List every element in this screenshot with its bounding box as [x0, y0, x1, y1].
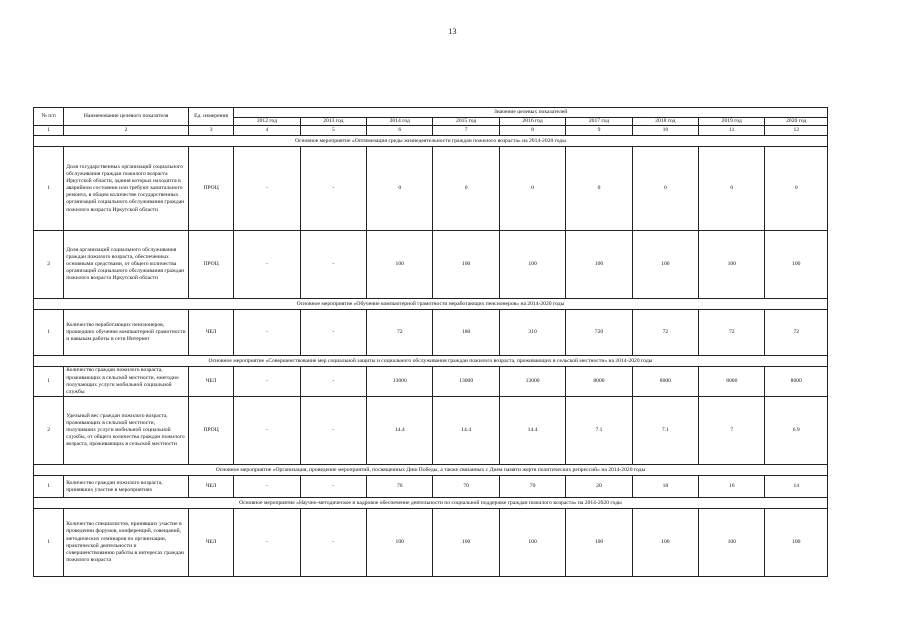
section-row: [34, 356, 828, 367]
header-name: Наименование целевого показателя: [64, 108, 189, 126]
value-cell: -: [234, 147, 300, 231]
value-cell: 100: [499, 509, 565, 577]
value-cell: 13000: [433, 367, 499, 397]
section-title: Основное мероприятие «Научно-методическое и кадровое обеспечение деятельности по социальной поддержке граждан пожилого возраста» на 2014-2020 годы: [34, 498, 828, 509]
indicator-name: Доля государственных организаций социального обслуживания граждан пожилого возраста Иркутской области, здания которых находятся в аварийном состоянии или требуют капитального ремонта, в общем количестве государственных организаций социального обслуживания граждан пожилого возраста Иркутской области: [64, 147, 189, 231]
table-row: [34, 231, 828, 299]
indicator-name: Количество граждан пожилого возраста, принявших участие в мероприятиях: [64, 476, 189, 498]
unit-cell: ПРОЦ: [188, 147, 233, 231]
column-number: 8: [499, 126, 565, 136]
unit-cell: ЧЕЛ: [188, 310, 233, 356]
value-cell: 70: [433, 476, 499, 498]
indicator-name: Количество специалистов, принявших участие в проведении форумов, конференций, совещаний, методических семинаров по организации, практической деятельности и совершенствованию работы в интересах граждан пожилого возраста: [64, 509, 189, 577]
value-cell: -: [300, 310, 366, 356]
value-cell: 0: [566, 147, 632, 231]
value-cell: 7.1: [632, 397, 698, 465]
column-number: 3: [188, 126, 233, 136]
value-cell: -: [234, 310, 300, 356]
value-cell: 100: [433, 231, 499, 299]
value-cell: 180: [433, 310, 499, 356]
header-year: 2017 год: [566, 118, 632, 126]
value-cell: -: [234, 476, 300, 498]
value-cell: 100: [499, 231, 565, 299]
row-number: 2: [34, 231, 64, 299]
value-cell: 72: [367, 310, 433, 356]
header-year: 2020 год: [765, 118, 828, 126]
section-row: [34, 498, 828, 509]
section-row: [34, 136, 828, 147]
page-number: 13: [448, 27, 457, 36]
header-year: 2014 год: [367, 118, 433, 126]
value-cell: 310: [499, 310, 565, 356]
value-cell: 8000: [566, 367, 632, 397]
header-year: 2012 год: [234, 118, 300, 126]
column-number: 7: [433, 126, 499, 136]
value-cell: 100: [765, 509, 828, 577]
value-cell: 100: [699, 509, 765, 577]
column-number: 9: [566, 126, 632, 136]
row-number: 1: [34, 147, 64, 231]
value-cell: -: [300, 367, 366, 397]
value-cell: 72: [632, 310, 698, 356]
value-cell: 20: [566, 476, 632, 498]
indicator-name: Доля организаций социального обслуживания граждан пожилого возраста, обеспеченных основными средствами, от общего количества организаций социального обслуживания граждан пожилого возраста Иркутской области: [64, 231, 189, 299]
table-row: [34, 397, 828, 465]
value-cell: 14.4: [433, 397, 499, 465]
value-cell: 8000: [699, 367, 765, 397]
value-cell: -: [234, 367, 300, 397]
column-number: 11: [699, 126, 765, 136]
value-cell: -: [234, 397, 300, 465]
header-unit: Ед. измерения: [188, 108, 233, 126]
row-number: 2: [34, 397, 64, 465]
header-year: 2018 год: [632, 118, 698, 126]
section-title: Основное мероприятие «Оптимизация среды жизнедеятельности граждан пожилого возраста» на 2014-2020 годы: [34, 136, 828, 147]
row-number: 1: [34, 310, 64, 356]
column-number: 5: [300, 126, 366, 136]
value-cell: 0: [699, 147, 765, 231]
indicators-table: [33, 107, 828, 577]
value-cell: 7.1: [566, 397, 632, 465]
value-cell: 70: [367, 476, 433, 498]
header-year: 2015 год: [433, 118, 499, 126]
column-number: 1: [34, 126, 64, 136]
value-cell: 100: [699, 231, 765, 299]
value-cell: 70: [499, 476, 565, 498]
value-cell: 8000: [632, 367, 698, 397]
value-cell: 100: [566, 231, 632, 299]
value-cell: 13000: [367, 367, 433, 397]
value-cell: 0: [765, 147, 828, 231]
value-cell: -: [300, 147, 366, 231]
value-cell: 100: [632, 231, 698, 299]
row-number: 1: [34, 509, 64, 577]
table-row: [34, 147, 828, 231]
section-title: Основное мероприятие «Совершенствование мер социальной защиты и социального обслуживания граждан пожилого возраста, проживающих в сельской местности» на 2014-2020 годы: [34, 356, 828, 367]
row-number: 1: [34, 367, 64, 397]
section-row: [34, 299, 828, 310]
value-cell: 14: [765, 476, 828, 498]
column-number: 6: [367, 126, 433, 136]
unit-cell: ЧЕЛ: [188, 367, 233, 397]
indicator-name: Количество граждан пожилого возраста, проживающих в сельской местности, ежегодно получающих услуги мобильной социальной службы: [64, 367, 189, 397]
value-cell: 14.4: [367, 397, 433, 465]
column-number: 12: [765, 126, 828, 136]
value-cell: 0: [367, 147, 433, 231]
value-cell: 100: [367, 231, 433, 299]
unit-cell: ЧЕЛ: [188, 476, 233, 498]
unit-cell: ЧЕЛ: [188, 509, 233, 577]
value-cell: -: [300, 231, 366, 299]
column-number: 10: [632, 126, 698, 136]
column-number: 4: [234, 126, 300, 136]
value-cell: 8000: [765, 367, 828, 397]
value-cell: 100: [433, 509, 499, 577]
section-title: Основное мероприятие «Обучение компьютерной грамотности неработающих пенсионеров» на 2014-2020 годы: [34, 299, 828, 310]
value-cell: 100: [632, 509, 698, 577]
value-cell: -: [300, 509, 366, 577]
value-cell: 18: [632, 476, 698, 498]
value-cell: 72: [765, 310, 828, 356]
value-cell: -: [234, 509, 300, 577]
header-year: 2016 год: [499, 118, 565, 126]
header-num: № п/п: [34, 108, 64, 126]
table-row: [34, 476, 828, 498]
indicator-name: Количество неработающих пенсионеров, прошедших обучение компьютерной грамотности и навыкам работы в сети Интернет: [64, 310, 189, 356]
indicator-name: Удельный вес граждан пожилого возраста, проживающих в сельской местности, получивших услуги мобильной социальной службы, от общего количества граждан пожилого возраста, проживающих в сельской местности: [64, 397, 189, 465]
section-row: [34, 465, 828, 476]
value-cell: 720: [566, 310, 632, 356]
value-cell: 0: [433, 147, 499, 231]
value-cell: 13000: [499, 367, 565, 397]
value-cell: 7: [699, 397, 765, 465]
value-cell: 16: [699, 476, 765, 498]
table-row: [34, 509, 828, 577]
value-cell: 0: [499, 147, 565, 231]
value-cell: 100: [765, 231, 828, 299]
value-cell: -: [300, 476, 366, 498]
section-title: Основное мероприятие «Организация, проведение мероприятий, посвященных Дню Победы, а также связанных с Днем памяти жертв политических репрессий» на 2014-2020 годы: [34, 465, 828, 476]
value-cell: 14.4: [499, 397, 565, 465]
table-row: [34, 310, 828, 356]
row-number: 1: [34, 476, 64, 498]
value-cell: 100: [566, 509, 632, 577]
value-cell: -: [234, 231, 300, 299]
value-cell: 6.9: [765, 397, 828, 465]
header-values-group: Значение целевых показателей: [234, 108, 828, 118]
header-year: 2013 год: [300, 118, 366, 126]
unit-cell: ПРОЦ: [188, 231, 233, 299]
value-cell: 0: [632, 147, 698, 231]
column-number: 2: [64, 126, 189, 136]
value-cell: 100: [367, 509, 433, 577]
value-cell: -: [300, 397, 366, 465]
value-cell: 72: [699, 310, 765, 356]
header-year: 2019 год: [699, 118, 765, 126]
table-row: [34, 367, 828, 397]
unit-cell: ПРОЦ: [188, 397, 233, 465]
